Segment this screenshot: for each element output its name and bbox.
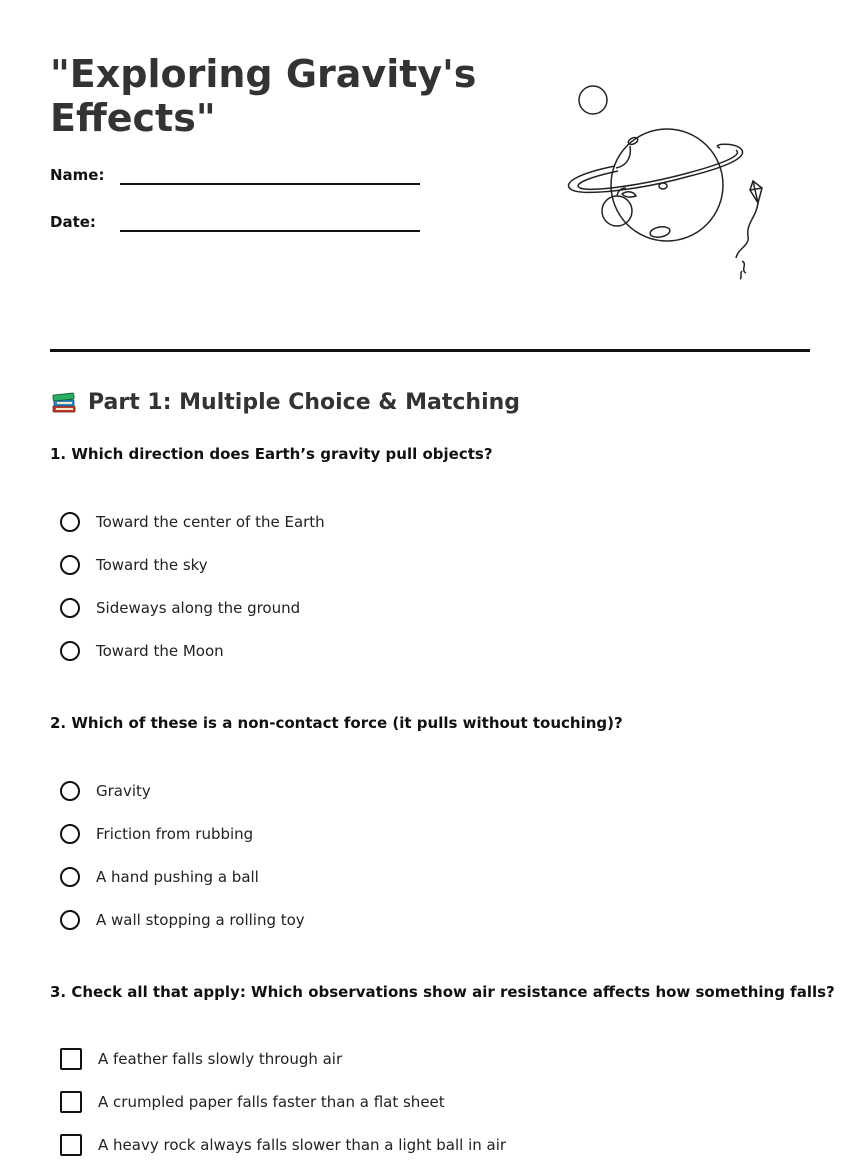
radio-button[interactable] [60,824,80,844]
name-field[interactable] [120,183,420,185]
option-label: Toward the center of the Earth [96,513,325,531]
q1-option-1[interactable] [60,509,325,535]
checkbox[interactable] [60,1091,82,1113]
option-label: A feather falls slowly through air [98,1050,343,1068]
date-label: Date: [50,213,96,231]
q1-option-4[interactable] [60,638,224,664]
name-label: Name: [50,166,105,184]
option-label: Toward the Moon [96,642,224,660]
q2-option-1[interactable] [60,778,151,804]
q2-option-4[interactable] [60,907,305,933]
books-icon [50,388,78,416]
q2-option-2[interactable] [60,821,253,847]
date-field[interactable] [120,230,420,232]
checkbox[interactable] [60,1048,82,1070]
radio-button[interactable] [60,781,80,801]
q3-option-3[interactable] [60,1132,506,1158]
name-field-row [50,166,430,190]
planet-illustration-icon [560,78,790,283]
q1-option-2[interactable] [60,552,208,578]
q2-option-3[interactable] [60,864,259,890]
page-title: "Exploring Gravity's Effects" [50,52,477,140]
option-label: Toward the sky [96,556,208,574]
question-2: 2. Which of these is a non-contact force (it pulls without touching)? [50,714,623,732]
radio-button[interactable] [60,910,80,930]
option-label: A heavy rock always falls slower than a light ball in air [98,1136,507,1154]
part1-heading [50,388,520,416]
q3-option-1[interactable] [60,1046,342,1072]
part1-heading-text: Part 1: Multiple Choice & Matching [88,389,521,415]
option-label: A hand pushing a ball [96,868,259,886]
question-3: 3. Check all that apply: Which observations show air resistance affects how something falls? [50,983,835,1001]
option-label: Gravity [96,782,151,800]
radio-button[interactable] [60,641,80,661]
checkbox[interactable] [60,1134,82,1156]
section-divider [50,349,810,352]
option-label: Friction from rubbing [96,825,254,843]
option-label: Sideways along the ground [96,599,301,617]
radio-button[interactable] [60,512,80,532]
option-label: A crumpled paper falls faster than a flat sheet [98,1093,445,1111]
date-field-row [50,213,430,237]
q1-option-3[interactable] [60,595,300,621]
radio-button[interactable] [60,598,80,618]
question-1: 1. Which direction does Earth’s gravity pull objects? [50,445,493,463]
radio-button[interactable] [60,867,80,887]
radio-button[interactable] [60,555,80,575]
q3-option-2[interactable] [60,1089,445,1115]
option-label: A wall stopping a rolling toy [96,911,305,929]
